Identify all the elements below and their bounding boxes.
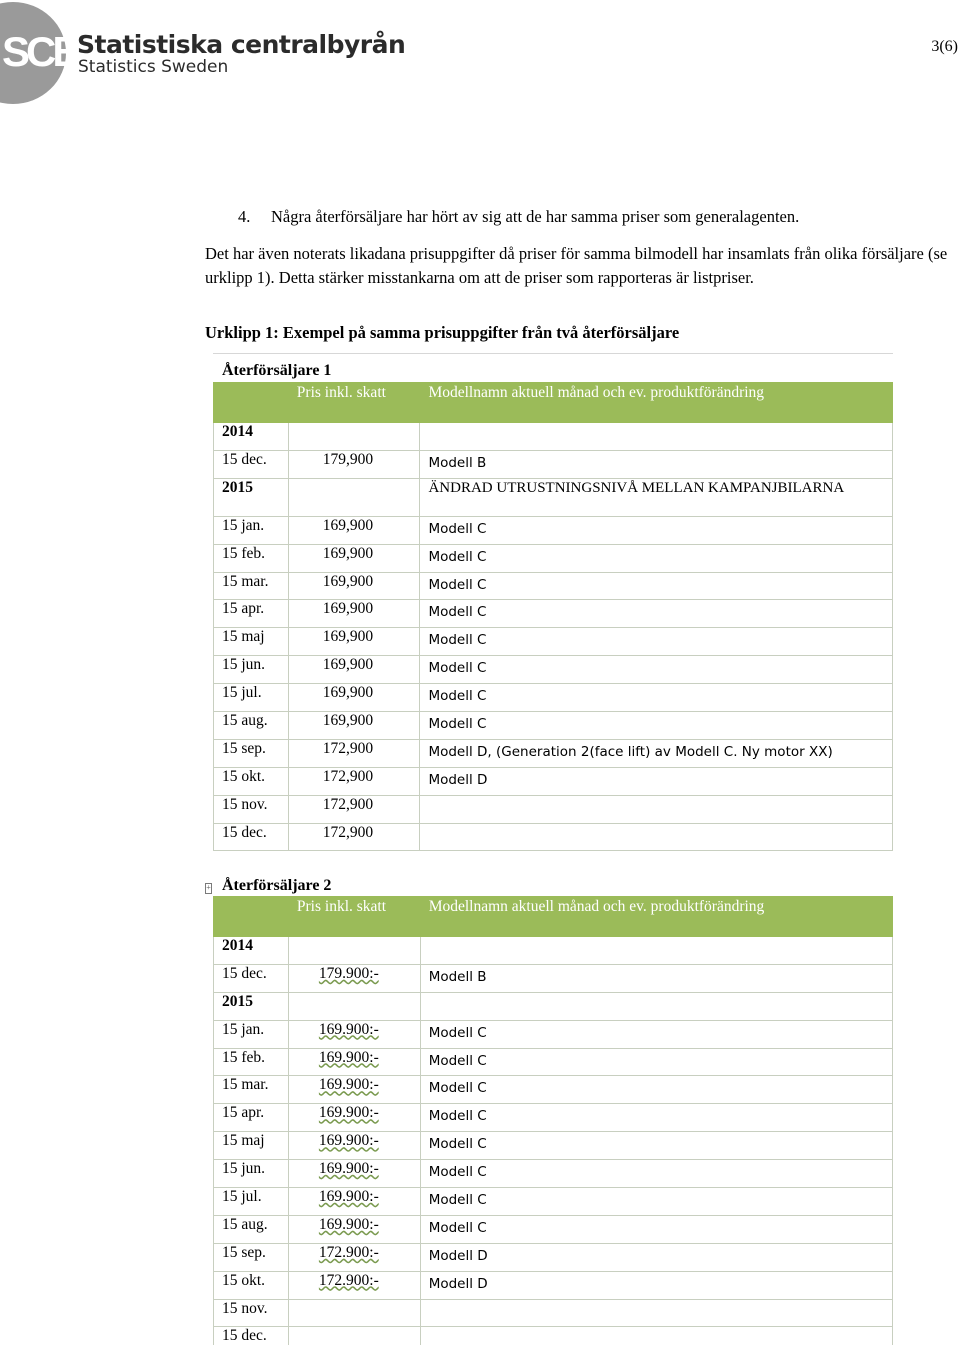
model-cell	[420, 823, 893, 851]
table-row	[214, 767, 893, 795]
table-row	[214, 1132, 893, 1160]
model-cell-text: Modell C	[428, 716, 487, 733]
date-cell	[214, 656, 289, 684]
model-cell-text: Modell D	[428, 1247, 488, 1264]
price-cell-text: 169,900	[322, 656, 374, 674]
price-cell-text: 169.900:-	[318, 1132, 379, 1150]
price-cell	[288, 1020, 420, 1048]
price-cell-text: 169,900	[322, 516, 374, 534]
table-row	[214, 1160, 893, 1188]
model-cell	[420, 1243, 892, 1271]
price-cell-text: 169.900:-	[318, 1160, 379, 1178]
model-cell	[420, 992, 892, 1020]
price-cell-text: 172.900:-	[318, 1243, 379, 1261]
price-cell	[288, 600, 420, 628]
date-cell	[214, 478, 289, 516]
price-cell-text: 169,900	[322, 600, 374, 618]
date-cell	[214, 600, 289, 628]
date-cell-text: 15 jul.	[222, 1188, 262, 1206]
price-cell-text: 179,900	[322, 450, 374, 468]
header-cell	[214, 897, 289, 937]
model-cell-text: Modell C	[428, 1024, 487, 1041]
table-row	[214, 1271, 893, 1299]
date-cell	[214, 1299, 289, 1327]
date-cell-text: 15 aug.	[222, 712, 268, 730]
date-cell	[214, 450, 289, 478]
date-cell	[214, 572, 289, 600]
model-cell	[420, 1020, 892, 1048]
date-cell-text: 15 dec.	[222, 964, 267, 982]
model-cell	[420, 739, 893, 767]
date-cell	[214, 992, 289, 1020]
price-cell-text: 169.900:-	[318, 1048, 379, 1066]
date-cell-text: 15 jan.	[222, 1020, 265, 1038]
date-cell	[214, 1020, 289, 1048]
price-cell	[288, 823, 420, 851]
price-cell	[288, 450, 420, 478]
model-cell-text: Modell D	[428, 1275, 488, 1292]
model-cell-text: Modell C	[428, 660, 487, 677]
table-row	[214, 1076, 893, 1104]
list-item-text: Några återförsäljare har hört av sig att de har samma priser som generalagenten.	[271, 207, 800, 226]
date-cell	[214, 1243, 289, 1271]
model-cell	[420, 423, 893, 451]
table-row	[214, 1243, 893, 1271]
price-cell	[288, 1327, 420, 1345]
model-cell-text: ÄNDRAD UTRUSTNINGSNIVÅ MELLAN KAMPANJBILARNA	[428, 479, 845, 496]
model-cell	[420, 1215, 892, 1243]
date-cell-text: 15 mar.	[222, 1076, 269, 1094]
model-cell	[420, 450, 893, 478]
date-cell-text: 2015	[222, 478, 253, 496]
table-row	[214, 1215, 893, 1243]
model-cell-text: Modell C	[428, 1052, 487, 1069]
model-cell	[420, 628, 893, 656]
date-cell-text: 15 apr.	[222, 600, 265, 618]
price-cell	[288, 795, 420, 823]
table-row	[214, 795, 893, 823]
model-cell	[420, 1104, 892, 1132]
price-cell-text: 179.900:-	[318, 964, 379, 982]
price-cell-text: 169,900	[322, 544, 374, 562]
model-cell	[420, 795, 893, 823]
table-row	[214, 1299, 893, 1327]
date-cell-text: 15 dec.	[222, 450, 267, 468]
price-cell	[288, 423, 420, 451]
model-cell-text: Modell C	[428, 632, 487, 649]
model-cell	[420, 712, 893, 740]
model-cell-text: Modell C	[428, 1164, 487, 1181]
date-cell	[214, 1160, 289, 1188]
model-cell	[420, 478, 893, 516]
price-table	[213, 896, 893, 1345]
price-cell	[288, 544, 420, 572]
header-cell: Pris inkl. skatt	[288, 383, 420, 423]
price-cell	[288, 478, 420, 516]
model-cell	[420, 656, 893, 684]
table-row	[214, 684, 893, 712]
date-cell-text: 15 nov.	[222, 795, 268, 813]
table-row	[214, 572, 893, 600]
date-cell	[214, 795, 289, 823]
model-cell-text: Modell C	[428, 1136, 487, 1153]
date-cell-text: 15 okt.	[222, 767, 266, 785]
table-anchor-icon: +	[206, 883, 211, 892]
date-cell	[214, 1104, 289, 1132]
model-cell	[420, 1327, 892, 1345]
table-row	[214, 600, 893, 628]
org-name-english: Statistics Sweden	[78, 57, 229, 77]
model-cell-text: Modell C	[428, 548, 487, 565]
table-row	[214, 712, 893, 740]
price-cell	[288, 712, 420, 740]
header-cell: Modellnamn aktuell månad och ev. produktförändring	[420, 383, 893, 423]
price-cell	[288, 1299, 420, 1327]
price-cell-text: 172,900	[322, 739, 374, 757]
price-table	[213, 382, 893, 851]
date-cell	[214, 937, 289, 965]
date-cell	[214, 823, 289, 851]
price-cell-text: 169,900	[322, 572, 374, 590]
price-cell	[288, 656, 420, 684]
price-cell-text: 172,900	[322, 795, 374, 813]
clip-title: Återförsäljare 1	[222, 362, 332, 379]
date-cell-text: 15 maj	[222, 628, 265, 646]
model-cell-text: Modell C	[428, 604, 487, 621]
model-cell-text: Modell C	[428, 688, 487, 705]
date-cell-text: 15 dec.	[222, 823, 267, 841]
price-cell	[288, 1076, 420, 1104]
table-row	[214, 423, 893, 451]
date-cell-text: 15 apr.	[222, 1104, 265, 1122]
date-cell	[214, 1271, 289, 1299]
model-cell-text: Modell D	[428, 771, 488, 788]
date-cell	[214, 739, 289, 767]
model-cell	[420, 937, 892, 965]
date-cell-text: 15 feb.	[222, 544, 266, 562]
price-cell	[288, 1132, 420, 1160]
model-cell-text: Modell C	[428, 1219, 487, 1236]
price-cell	[288, 767, 420, 795]
date-cell	[214, 1215, 289, 1243]
price-cell	[288, 1243, 420, 1271]
price-cell-text: 169,900	[322, 684, 374, 702]
date-cell-text: 15 nov.	[222, 1299, 268, 1317]
date-cell	[214, 684, 289, 712]
list-item-number: 4.	[238, 207, 251, 226]
model-cell-text: Modell C	[428, 1192, 487, 1209]
header-cell: Pris inkl. skatt	[288, 897, 420, 937]
date-cell-text: 15 sep.	[222, 1243, 266, 1261]
model-cell	[420, 516, 893, 544]
model-cell-text: Modell C	[428, 520, 487, 537]
price-cell	[288, 992, 420, 1020]
table-row	[214, 1327, 893, 1345]
figure-caption: Urklipp 1: Exempel på samma prisuppgifter från två återförsäljare	[205, 323, 680, 342]
model-cell-text: Modell B	[428, 968, 487, 985]
table-row	[214, 1104, 893, 1132]
date-cell	[214, 423, 289, 451]
table-header-row	[214, 383, 893, 423]
price-cell	[288, 1271, 420, 1299]
date-cell	[214, 1132, 289, 1160]
model-cell	[420, 1132, 892, 1160]
date-cell	[214, 1076, 289, 1104]
table-row	[214, 628, 893, 656]
date-cell	[214, 516, 289, 544]
model-cell	[420, 964, 892, 992]
date-cell-text: 2014	[222, 937, 253, 954]
price-cell	[288, 1188, 420, 1216]
date-cell-text: 15 jun.	[222, 656, 266, 674]
date-cell-text: 2014	[222, 423, 253, 440]
model-cell-text: Modell D, (Generation 2(face lift) av Modell C. Ny motor XX)	[428, 743, 833, 760]
table-row	[214, 656, 893, 684]
price-cell	[288, 739, 420, 767]
table-header-row	[214, 897, 893, 937]
logo-mark: SCB	[2, 28, 79, 75]
date-cell	[214, 628, 289, 656]
date-cell	[214, 767, 289, 795]
scb-logo	[0, 2, 406, 104]
date-cell-text: 15 jul.	[222, 684, 262, 702]
price-cell	[288, 964, 420, 992]
table-row	[214, 937, 893, 965]
date-cell-text: 15 okt.	[222, 1271, 266, 1289]
table-row	[214, 478, 893, 516]
header-cell: Modellnamn aktuell månad och ev. produktförändring	[420, 897, 892, 937]
page-number: 3(6)	[931, 38, 958, 55]
table-row	[214, 739, 893, 767]
price-cell	[288, 1104, 420, 1132]
date-cell-text: 15 mar.	[222, 572, 269, 590]
date-cell-text: 15 dec.	[222, 1327, 267, 1345]
table-row	[214, 992, 893, 1020]
model-cell	[420, 572, 893, 600]
date-cell-text: 2015	[222, 992, 253, 1010]
price-cell	[288, 628, 420, 656]
date-cell	[214, 1048, 289, 1076]
table-row	[214, 1188, 893, 1216]
price-cell	[288, 1215, 420, 1243]
date-cell-text: 15 jan.	[222, 516, 265, 534]
price-cell	[288, 1160, 420, 1188]
price-cell-text: 169.900:-	[318, 1076, 379, 1094]
clip-title: Återförsäljare 2	[222, 877, 332, 894]
model-cell-text: Modell C	[428, 576, 487, 593]
date-cell	[214, 544, 289, 572]
model-cell	[420, 1188, 892, 1216]
clip-border	[213, 353, 893, 354]
model-cell	[420, 1271, 892, 1299]
date-cell-text: 15 maj	[222, 1132, 265, 1150]
table-row	[214, 450, 893, 478]
price-cell-text: 172,900	[322, 767, 374, 785]
date-cell-text: 15 jun.	[222, 1160, 266, 1178]
model-cell	[420, 600, 893, 628]
date-cell	[214, 1327, 289, 1345]
price-cell-text: 169.900:-	[318, 1104, 379, 1122]
price-cell	[288, 572, 420, 600]
date-cell	[214, 964, 289, 992]
price-cell-text: 169.900:-	[318, 1020, 379, 1038]
model-cell	[420, 684, 893, 712]
model-cell-text: Modell C	[428, 1080, 487, 1097]
date-cell-text: 15 feb.	[222, 1048, 266, 1066]
model-cell	[420, 1299, 892, 1327]
table-row	[214, 544, 893, 572]
table-row	[214, 1048, 893, 1076]
model-cell-text: Modell B	[428, 454, 487, 471]
date-cell-text: 15 aug.	[222, 1215, 268, 1233]
price-cell-text: 172.900:-	[318, 1271, 379, 1289]
price-cell-text: 169.900:-	[318, 1215, 379, 1233]
price-cell	[288, 937, 420, 965]
price-cell-text: 169.900:-	[318, 1188, 379, 1206]
price-cell-text: 169,900	[322, 712, 374, 730]
table-row	[214, 1020, 893, 1048]
price-cell	[288, 684, 420, 712]
body-paragraph: Det har även noterats likadana prisuppgifter då priser för samma bilmodell har insamlats från olika försäljare (se urklipp 1). Detta stärker misstankarna om att de priser som rapporteras är listpriser.	[205, 244, 948, 287]
date-cell-text: 15 sep.	[222, 739, 266, 757]
model-cell	[420, 544, 893, 572]
price-cell-text: 172,900	[322, 823, 374, 841]
model-cell	[420, 1076, 892, 1104]
price-cell	[288, 1048, 420, 1076]
model-cell	[420, 1160, 892, 1188]
header-cell	[214, 383, 289, 423]
table-row	[214, 516, 893, 544]
date-cell	[214, 712, 289, 740]
price-cell	[288, 516, 420, 544]
date-cell	[214, 1188, 289, 1216]
model-cell	[420, 1048, 892, 1076]
price-cell-text: 169,900	[322, 628, 374, 646]
table-row	[214, 823, 893, 851]
table-row	[214, 964, 893, 992]
model-cell	[420, 767, 893, 795]
list-item-4	[238, 207, 799, 227]
org-name: Statistiska centralbyrån	[77, 30, 406, 59]
model-cell-text: Modell C	[428, 1108, 487, 1125]
clip-retailer-2	[205, 868, 893, 1345]
